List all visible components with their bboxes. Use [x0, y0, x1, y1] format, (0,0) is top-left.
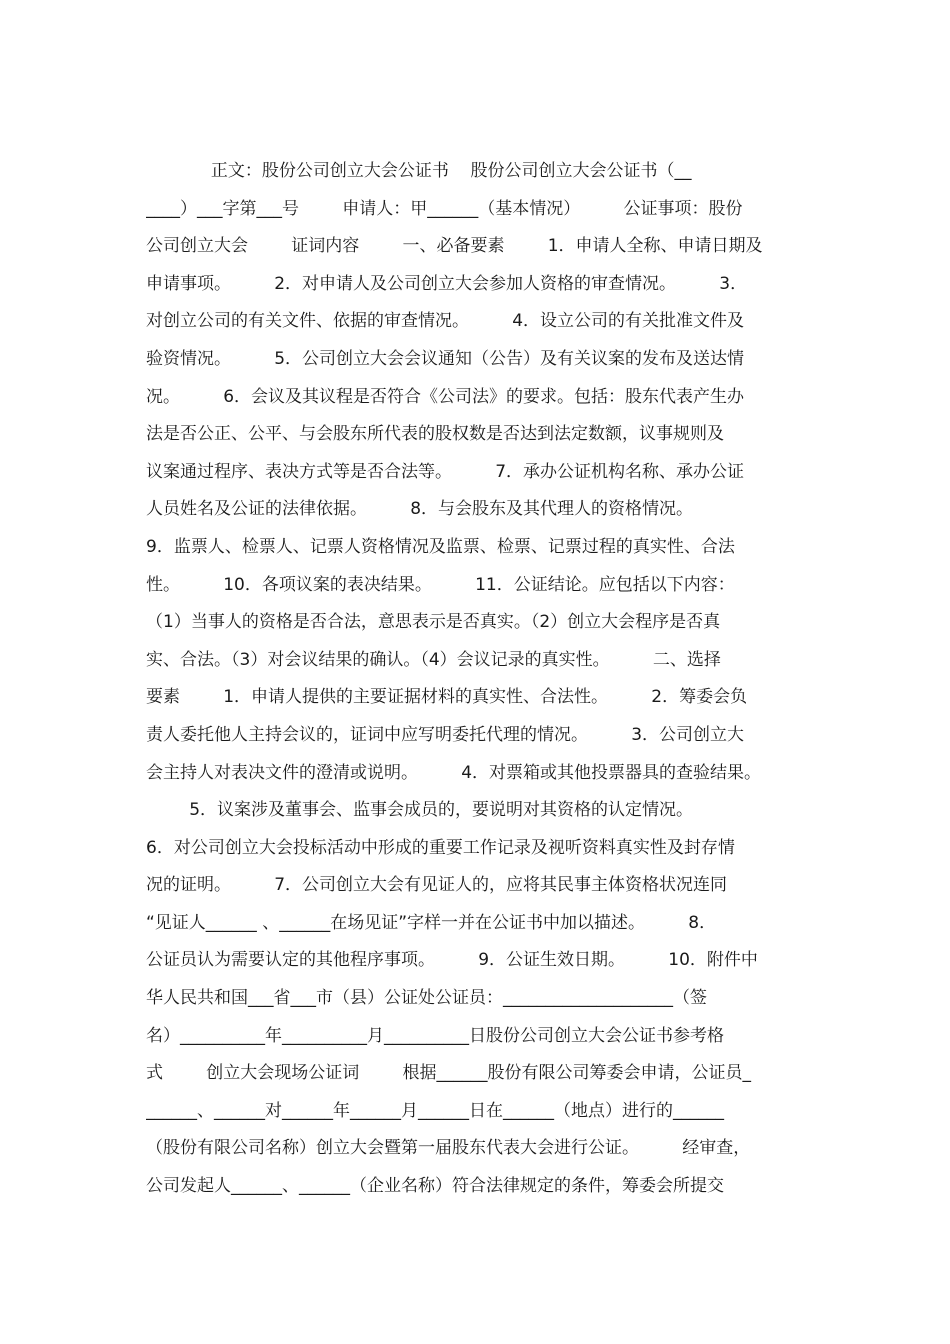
text-line: 会主持人对表决文件的澄清或说明。 4．对票箱或其他投票器具的查验结果。 — [146, 762, 762, 783]
text-line: （1）当事人的资格是否合法，意思表示是否真实。（2）创立大会程序是否真 — [146, 612, 721, 633]
text-line: 9．监票人、检票人、记票人资格情况及监票、检票、记票过程的真实性、合法 — [146, 536, 735, 557]
text-line: 议案通过程序、表决方式等是否合法等。 7．承办公证机构名称、承办公证 — [146, 461, 745, 482]
text-line: 6．对公司创立大会投标活动中形成的重要工作记录及视听资料真实性及封存情 — [146, 837, 735, 858]
text-line: 式 创立大会现场公证词 根据______股份有限公司筹委会申请，公证员_ — [146, 1063, 751, 1084]
text-line: 况的证明。 7．公司创立大会有见证人的，应将其民事主体资格状况连同 — [146, 875, 728, 896]
text-line: 华人民共和国___省___市（县）公证处公证员：____________________（签 — [146, 988, 707, 1009]
text-line: 况。 6．会议及其议程是否符合《公司法》的要求。包括：股东代表产生办 — [146, 386, 745, 407]
text-line: 人员姓名及公证的法律依据。 8．与会股东及其代理人的资格情况。 — [146, 499, 694, 520]
text-line: 公司发起人______、______（企业名称）符合法律规定的条件，筹委会所提交 — [146, 1176, 724, 1197]
document-body — [146, 153, 812, 1206]
text-line: 申请事项。 2．对申请人及公司创立大会参加人资格的审查情况。 3． — [146, 273, 748, 294]
text-line: 公司创立大会 证词内容 一、必备要素 1．申请人全称、申请日期及 — [146, 236, 763, 257]
text-line: 法是否公正、公平、与会股东所代表的股权数是否达到法定数额，议事规则及 — [146, 424, 724, 445]
text-line: 公证员认为需要认定的其他程序事项。 9．公证生效日期。 10．附件中 — [146, 950, 758, 971]
text-line: 实、合法。（3）对会议结果的确认。（4）会议记录的真实性。 二、选择 — [146, 649, 721, 670]
text-line: 验资情况。 5．公司创立大会会议通知（公告）及有关议案的发布及送达情 — [146, 348, 745, 369]
text-line: 要素 1．申请人提供的主要证据材料的真实性、合法性。 2．筹委会负 — [146, 687, 748, 708]
text-line: 名）__________年__________月__________日股份公司创立大会公证书参考格 — [146, 1025, 724, 1046]
text-line: 对创立公司的有关文件、依据的审查情况。 4．设立公司的有关批准文件及 — [146, 311, 745, 332]
text-line: 责人委托他人主持会议的，证词中应写明委托代理的情况。 3．公司创立大 — [146, 724, 745, 745]
text-line: “见证人______ 、______在场见证”字样一并在公证书中加以描述。 8． — [146, 912, 717, 933]
text-line: 5．议案涉及董事会、监事会成员的，要说明对其资格的认定情况。 — [146, 800, 694, 821]
text-line: ____）___字第___号 申请人：甲______（基本情况） 公证事项：股份 — [146, 198, 743, 219]
text-line: 正文：股份公司创立大会公证书 股份公司创立大会公证书（__ — [146, 161, 692, 181]
text-line: （股份有限公司名称）创立大会暨第一届股东代表大会进行公证。 经审查， — [146, 1138, 751, 1159]
text-line: ______、______对______年______月______日在______（地点）进行的______ — [146, 1100, 724, 1121]
text-line: 性。 10．各项议案的表决结果。 11．公证结论。应包括以下内容： — [146, 574, 735, 595]
